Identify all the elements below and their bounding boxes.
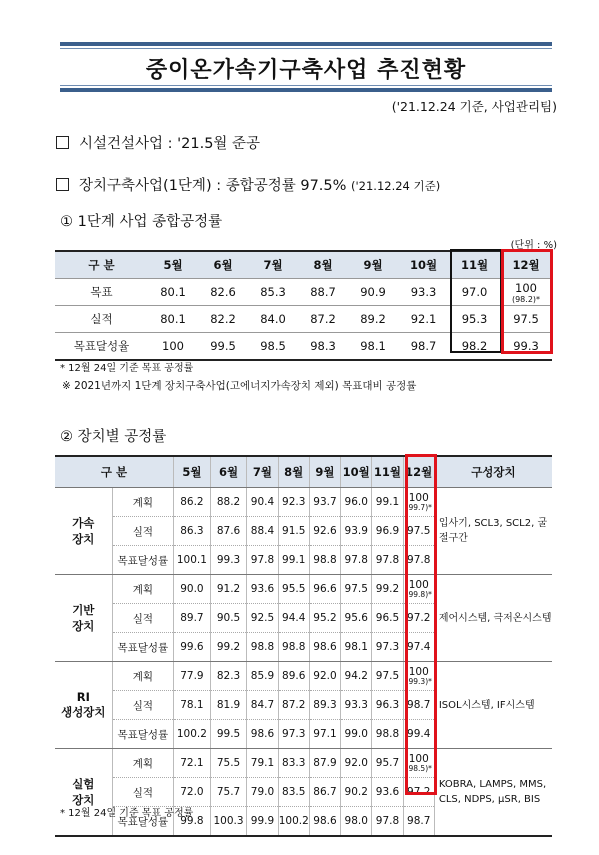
header-month: 9월 — [309, 456, 340, 488]
table-row — [55, 575, 552, 604]
value-cell: 86.2 — [174, 488, 211, 517]
value-cell: 97.8 — [372, 807, 403, 837]
checkbox-square-icon — [56, 178, 69, 191]
value-cell: 97.5 — [500, 306, 552, 333]
value-cell: 99.8 — [174, 807, 211, 837]
row-label: 목표달성률 — [112, 633, 173, 662]
value-cell: 90.0 — [174, 575, 211, 604]
header-month: 7월 — [247, 456, 278, 488]
value-cell: 99.0 — [341, 720, 372, 749]
value-cell: 79.1 — [247, 749, 278, 778]
value-cell: 96.5 — [372, 604, 403, 633]
value-cell: 95.6 — [341, 604, 372, 633]
bullet-facility-text: 시설건설사업 : '21.5월 준공 — [79, 136, 261, 152]
value-cell: 78.1 — [174, 691, 211, 720]
value-cell: 98.6 — [309, 633, 340, 662]
row-label: 계획 — [112, 749, 173, 778]
value-cell: 98.8 — [309, 546, 340, 575]
target-footnote-value: (99.8)* — [405, 590, 432, 599]
bullet-facility — [56, 132, 260, 153]
title-banner — [60, 42, 552, 92]
header-month: 10월 — [398, 251, 449, 279]
value-cell: 98.1 — [348, 333, 398, 361]
value-cell: 97.3 — [372, 633, 403, 662]
value-cell: 87.6 — [210, 517, 247, 546]
components-cell: KOBRA, LAMPS, MMS, CLS, NDPS, μSR, BIS — [434, 749, 552, 837]
value-cell: 85.3 — [248, 279, 298, 306]
value-cell: 88.2 — [210, 488, 247, 517]
header-month: 12월 — [403, 456, 434, 488]
row-label: 실적 — [55, 306, 148, 333]
table1-remark: ※ 2021년까지 1단계 장치구축사업(고에너지가속장치 제외) 목표대비 공정률 — [62, 380, 417, 392]
value-cell: 97.5 — [403, 517, 434, 546]
value-cell: 93.3 — [341, 691, 372, 720]
value-cell: 89.7 — [174, 604, 211, 633]
value-cell: 99.3 — [500, 333, 552, 361]
value-cell: 98.3 — [298, 333, 348, 361]
value-cell: 99.1 — [278, 546, 309, 575]
target-footnote-value: (98.2)* — [511, 294, 541, 304]
value-cell: 84.0 — [248, 306, 298, 333]
components-cell: ISOL시스템, IF시스템 — [434, 662, 552, 749]
value-cell: 98.8 — [247, 633, 278, 662]
page-title: 중이온가속기구축사업 추진현황 — [145, 58, 467, 83]
value-cell: 98.6 — [309, 807, 340, 837]
row-label: 실적 — [112, 691, 173, 720]
value-cell: 99.2 — [210, 633, 247, 662]
header-month: 5월 — [148, 251, 198, 279]
value-cell: 89.6 — [278, 662, 309, 691]
value-cell: 96.9 — [372, 517, 403, 546]
value-cell: 82.6 — [198, 279, 248, 306]
row-label: 목표 — [55, 279, 148, 306]
value-cell: 98.6 — [247, 720, 278, 749]
value-cell: 87.9 — [309, 749, 340, 778]
value-cell: 95.7 — [372, 749, 403, 778]
value-cell: 100 — [148, 333, 198, 361]
table1-footnote: * 12월 24일 기준 목표 공정률 — [60, 363, 194, 374]
bullet-equipment-text: 장치구축사업(1단계) : 종합공정률 97.5% — [79, 178, 347, 194]
value-cell: 100.3 — [210, 807, 247, 837]
value-cell: 98.7 — [403, 691, 434, 720]
value-cell: 98.8 — [278, 633, 309, 662]
header-category: 구 분 — [55, 456, 174, 488]
header-month: 9월 — [348, 251, 398, 279]
value-cell: 92.0 — [309, 662, 340, 691]
header-month: 7월 — [248, 251, 298, 279]
value-cell: 97.8 — [341, 546, 372, 575]
value-cell: 97.0 — [449, 279, 500, 306]
group-name: 실험 장치 — [55, 749, 112, 837]
value-cell: 90.4 — [247, 488, 278, 517]
value-text: 100 — [408, 666, 429, 678]
value-cell: 98.5 — [248, 333, 298, 361]
value-cell: 95.5 — [278, 575, 309, 604]
header-month: 8월 — [278, 456, 309, 488]
value-cell: 97.2 — [403, 778, 434, 807]
value-cell: 98.2 — [449, 333, 500, 361]
target-footnote-value: (99.3)* — [405, 677, 432, 686]
value-cell: 96.0 — [341, 488, 372, 517]
row-label: 계획 — [112, 488, 173, 517]
value-cell: 88.4 — [247, 517, 278, 546]
value-cell: 92.3 — [278, 488, 309, 517]
table2-footnote: * 12월 24일 기준 목표 공정률 — [60, 808, 194, 819]
value-cell: 99.6 — [174, 633, 211, 662]
value-cell: 93.6 — [372, 778, 403, 807]
header-category: 구 분 — [55, 251, 148, 279]
value-cell: 97.8 — [247, 546, 278, 575]
value-cell: 99.5 — [198, 333, 248, 361]
value-cell: 91.5 — [278, 517, 309, 546]
value-cell: 97.5 — [341, 575, 372, 604]
value-cell: 99.3 — [210, 546, 247, 575]
checkbox-square-icon — [56, 136, 69, 149]
value-cell: 99.2 — [372, 575, 403, 604]
value-cell: 97.1 — [309, 720, 340, 749]
row-label: 목표달성률 — [112, 546, 173, 575]
bullet-equipment-suffix: ('21.12.24 기준) — [351, 179, 441, 193]
group-name: RI 생성장치 — [55, 662, 112, 749]
value-cell: 98.8 — [372, 720, 403, 749]
value-cell: 93.7 — [309, 488, 340, 517]
december-highlight-box — [501, 249, 553, 354]
value-cell: 97.2 — [403, 604, 434, 633]
table-row — [55, 749, 552, 778]
group-name: 가속 장치 — [55, 488, 112, 575]
value-cell: 80.1 — [148, 279, 198, 306]
header-month: 8월 — [298, 251, 348, 279]
as-of-date: ('21.12.24 기준, 사업관리팀) — [391, 99, 557, 114]
value-cell: 92.0 — [341, 749, 372, 778]
value-text: 100 — [408, 753, 429, 765]
value-cell: 72.0 — [174, 778, 211, 807]
table-row — [55, 662, 552, 691]
value-text: 100 — [408, 492, 429, 504]
value-cell: 85.9 — [247, 662, 278, 691]
row-label: 실적 — [112, 778, 173, 807]
header-month: 11월 — [449, 251, 500, 279]
value-cell: 82.3 — [210, 662, 247, 691]
value-cell: 97.5 — [372, 662, 403, 691]
value-text: 100 — [408, 579, 429, 591]
value-cell: 95.2 — [309, 604, 340, 633]
value-cell: 99.9 — [247, 807, 278, 837]
value-cell: 86.3 — [174, 517, 211, 546]
value-cell: 100.2 — [278, 807, 309, 837]
value-cell: 84.7 — [247, 691, 278, 720]
components-cell: 입사기, SCL3, SCL2, 굴절구간 — [434, 488, 552, 575]
header-month: 6월 — [210, 456, 247, 488]
unit-label: (단위 : %) — [510, 240, 557, 251]
header-month: 5월 — [174, 456, 211, 488]
row-label: 실적 — [112, 604, 173, 633]
value-text: 100 — [515, 280, 537, 295]
value-cell: 88.7 — [298, 279, 348, 306]
table-header-row — [55, 456, 552, 488]
value-cell: 99.4 — [403, 720, 434, 749]
value-cell: 98.1 — [341, 633, 372, 662]
value-cell: 99.5 — [210, 720, 247, 749]
row-label: 목표달성율 — [55, 333, 148, 361]
target-footnote-value: (98.5)* — [405, 764, 432, 773]
value-cell: 93.6 — [247, 575, 278, 604]
table-row — [55, 488, 552, 517]
title-rule-top — [60, 48, 552, 49]
row-label: 실적 — [112, 517, 173, 546]
value-cell: 82.2 — [198, 306, 248, 333]
header-month: 12월 — [500, 251, 552, 279]
section2-heading: ② 장치별 공정률 — [60, 429, 167, 445]
equipment-progress-table — [55, 455, 552, 837]
value-cell: 98.0 — [341, 807, 372, 837]
target-footnote-value: (99.7)* — [405, 503, 432, 512]
value-cell: 98.7 — [398, 333, 449, 361]
value-cell: 83.5 — [278, 778, 309, 807]
value-cell: 90.5 — [210, 604, 247, 633]
row-label: 계획 — [112, 662, 173, 691]
value-cell: 89.3 — [309, 691, 340, 720]
value-cell: 93.3 — [398, 279, 449, 306]
row-label: 목표달성률 — [112, 720, 173, 749]
value-cell: 77.9 — [174, 662, 211, 691]
value-cell: 86.7 — [309, 778, 340, 807]
value-cell: 90.2 — [341, 778, 372, 807]
value-cell: 95.3 — [449, 306, 500, 333]
value-cell: 79.0 — [247, 778, 278, 807]
section1-heading: ① 1단계 사업 종합공정률 — [60, 214, 223, 230]
value-cell: 93.9 — [341, 517, 372, 546]
row-label: 계획 — [112, 575, 173, 604]
value-cell: 90.9 — [348, 279, 398, 306]
value-cell: 98.7 — [403, 807, 434, 837]
header-month: 10월 — [341, 456, 372, 488]
value-cell: 92.1 — [398, 306, 449, 333]
november-column-frame — [450, 249, 502, 353]
value-cell: 94.2 — [341, 662, 372, 691]
value-cell: 75.5 — [210, 749, 247, 778]
header-month: 11월 — [372, 456, 403, 488]
value-cell: 99.1 — [372, 488, 403, 517]
value-cell: 100.1 — [174, 546, 211, 575]
value-cell: 91.2 — [210, 575, 247, 604]
value-cell: 75.7 — [210, 778, 247, 807]
header-month: 6월 — [198, 251, 248, 279]
value-cell: 96.3 — [372, 691, 403, 720]
group-name: 기반 장치 — [55, 575, 112, 662]
value-cell: 100.2 — [174, 720, 211, 749]
value-cell: 97.4 — [403, 633, 434, 662]
value-cell: 83.3 — [278, 749, 309, 778]
components-cell: 제어시스템, 극저온시스템 — [434, 575, 552, 662]
bullet-equipment — [56, 174, 440, 195]
value-cell: 81.9 — [210, 691, 247, 720]
value-cell: 87.2 — [298, 306, 348, 333]
value-cell: 97.3 — [278, 720, 309, 749]
value-cell: 80.1 — [148, 306, 198, 333]
value-cell: 97.8 — [403, 546, 434, 575]
value-cell: 72.1 — [174, 749, 211, 778]
value-cell: 92.5 — [247, 604, 278, 633]
value-cell: 92.6 — [309, 517, 340, 546]
row-label: 목표달성률 — [112, 807, 173, 837]
value-cell: 96.6 — [309, 575, 340, 604]
value-cell: 94.4 — [278, 604, 309, 633]
title-rule-bottom — [60, 85, 552, 86]
value-cell: 87.2 — [278, 691, 309, 720]
value-cell: 89.2 — [348, 306, 398, 333]
header-components: 구성장치 — [434, 456, 552, 488]
value-cell: 97.8 — [372, 546, 403, 575]
december-highlight-box-2 — [405, 454, 437, 795]
